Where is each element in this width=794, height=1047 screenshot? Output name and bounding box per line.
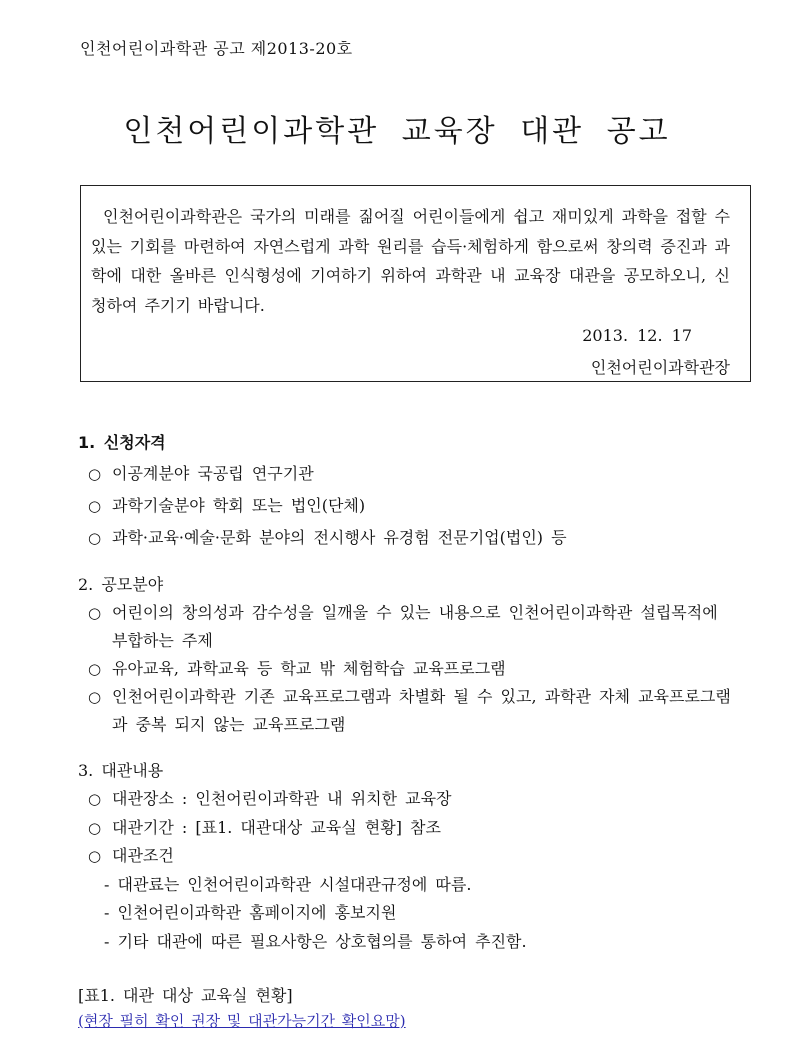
rental-list bbox=[78, 785, 738, 956]
intro-paragraph: 인천어린이과학관은 국가의 미래를 짊어질 어린이들에게 쉽고 재미있게 과학을 접할 수 있는 기회를 마련하여 자연스럽게 과학 원리를 습득·체험하게 함으로써 창의력 증진과 과학에 대한 올바른 인식형성에 기여하기 위하여 과학관 내 교육장 대관을 공모하오니, 신청하여 주기기 바랍니다. bbox=[91, 207, 730, 315]
intro-box bbox=[80, 185, 751, 382]
item-text: 과학기술분야 학회 또는 법인(단체) bbox=[112, 496, 366, 515]
item-text: 어린이의 창의성과 감수성을 일깨울 수 있는 내용으로 인천어린이과학관 설립목적에 부합하는 주제 bbox=[112, 603, 718, 650]
list-item bbox=[78, 842, 738, 871]
notice-number: 인천어린이과학관 공고 제2013-20호 bbox=[80, 39, 353, 58]
list-item bbox=[78, 458, 567, 490]
table-note-link[interactable]: (현장 필히 확인 권장 및 대관가능기간 확인요망) bbox=[78, 1012, 406, 1030]
intro-signature: 인천어린이과학관장 bbox=[590, 358, 730, 377]
circle-bullet-icon: ○ bbox=[88, 497, 102, 515]
circle-bullet-icon: ○ bbox=[88, 604, 102, 622]
section-heading: 2. 공모분야 bbox=[78, 575, 164, 594]
section-heading: 3. 대관내용 bbox=[78, 761, 164, 780]
item-text: 과학·교육·예술·문화 분야의 전시행사 유경험 전문기업(법인) 등 bbox=[112, 528, 567, 547]
list-item bbox=[78, 683, 738, 739]
circle-bullet-icon: ○ bbox=[88, 818, 102, 837]
list-item bbox=[78, 814, 738, 843]
item-text: 이공계분야 국공립 연구기관 bbox=[112, 464, 314, 483]
intro-date: 2013. 12. 17 bbox=[582, 326, 692, 345]
list-item bbox=[78, 655, 738, 683]
item-text: 유아교육, 과학교육 등 학교 밖 체험학습 교육프로그램 bbox=[112, 659, 506, 678]
list-item bbox=[78, 490, 567, 522]
section-eligibility bbox=[78, 430, 567, 554]
condition-item: - 인천어린이과학관 홈페이지에 홍보지원 bbox=[104, 903, 397, 922]
item-text: 대관조건 bbox=[112, 846, 174, 865]
list-item bbox=[78, 599, 738, 655]
section-fields bbox=[78, 572, 738, 739]
circle-bullet-icon: ○ bbox=[88, 847, 102, 865]
list-item bbox=[78, 522, 567, 554]
table-caption: [표1. 대관 대상 교육실 현황] bbox=[78, 986, 293, 1005]
item-text: 대관기간 : [표1. 대관대상 교육실 현황] 참조 bbox=[112, 817, 441, 837]
fields-list bbox=[78, 599, 738, 739]
eligibility-list bbox=[78, 458, 567, 554]
condition-item: - 기타 대관에 따른 필요사항은 상호협의를 통하여 추진함. bbox=[104, 931, 527, 951]
item-text: 대관장소 : 인천어린이과학관 내 위치한 교육장 bbox=[112, 789, 452, 808]
section-rental-details bbox=[78, 758, 738, 956]
section-heading: 1. 신청자격 bbox=[78, 433, 166, 452]
list-item bbox=[78, 785, 738, 814]
circle-bullet-icon: ○ bbox=[88, 529, 102, 547]
circle-bullet-icon: ○ bbox=[88, 790, 102, 808]
circle-bullet-icon: ○ bbox=[88, 660, 102, 678]
circle-bullet-icon: ○ bbox=[88, 465, 102, 483]
circle-bullet-icon: ○ bbox=[88, 688, 102, 706]
page-title: 인천어린이과학관 교육장 대관 공고 bbox=[123, 114, 671, 150]
condition-item: - 대관료는 인천어린이과학관 시설대관규정에 따름. bbox=[104, 874, 472, 894]
item-text: 인천어린이과학관 기존 교육프로그램과 차별화 될 수 있고, 과학관 자체 교육프로그램과 중복 되지 않는 교육프로그램 bbox=[112, 687, 731, 734]
